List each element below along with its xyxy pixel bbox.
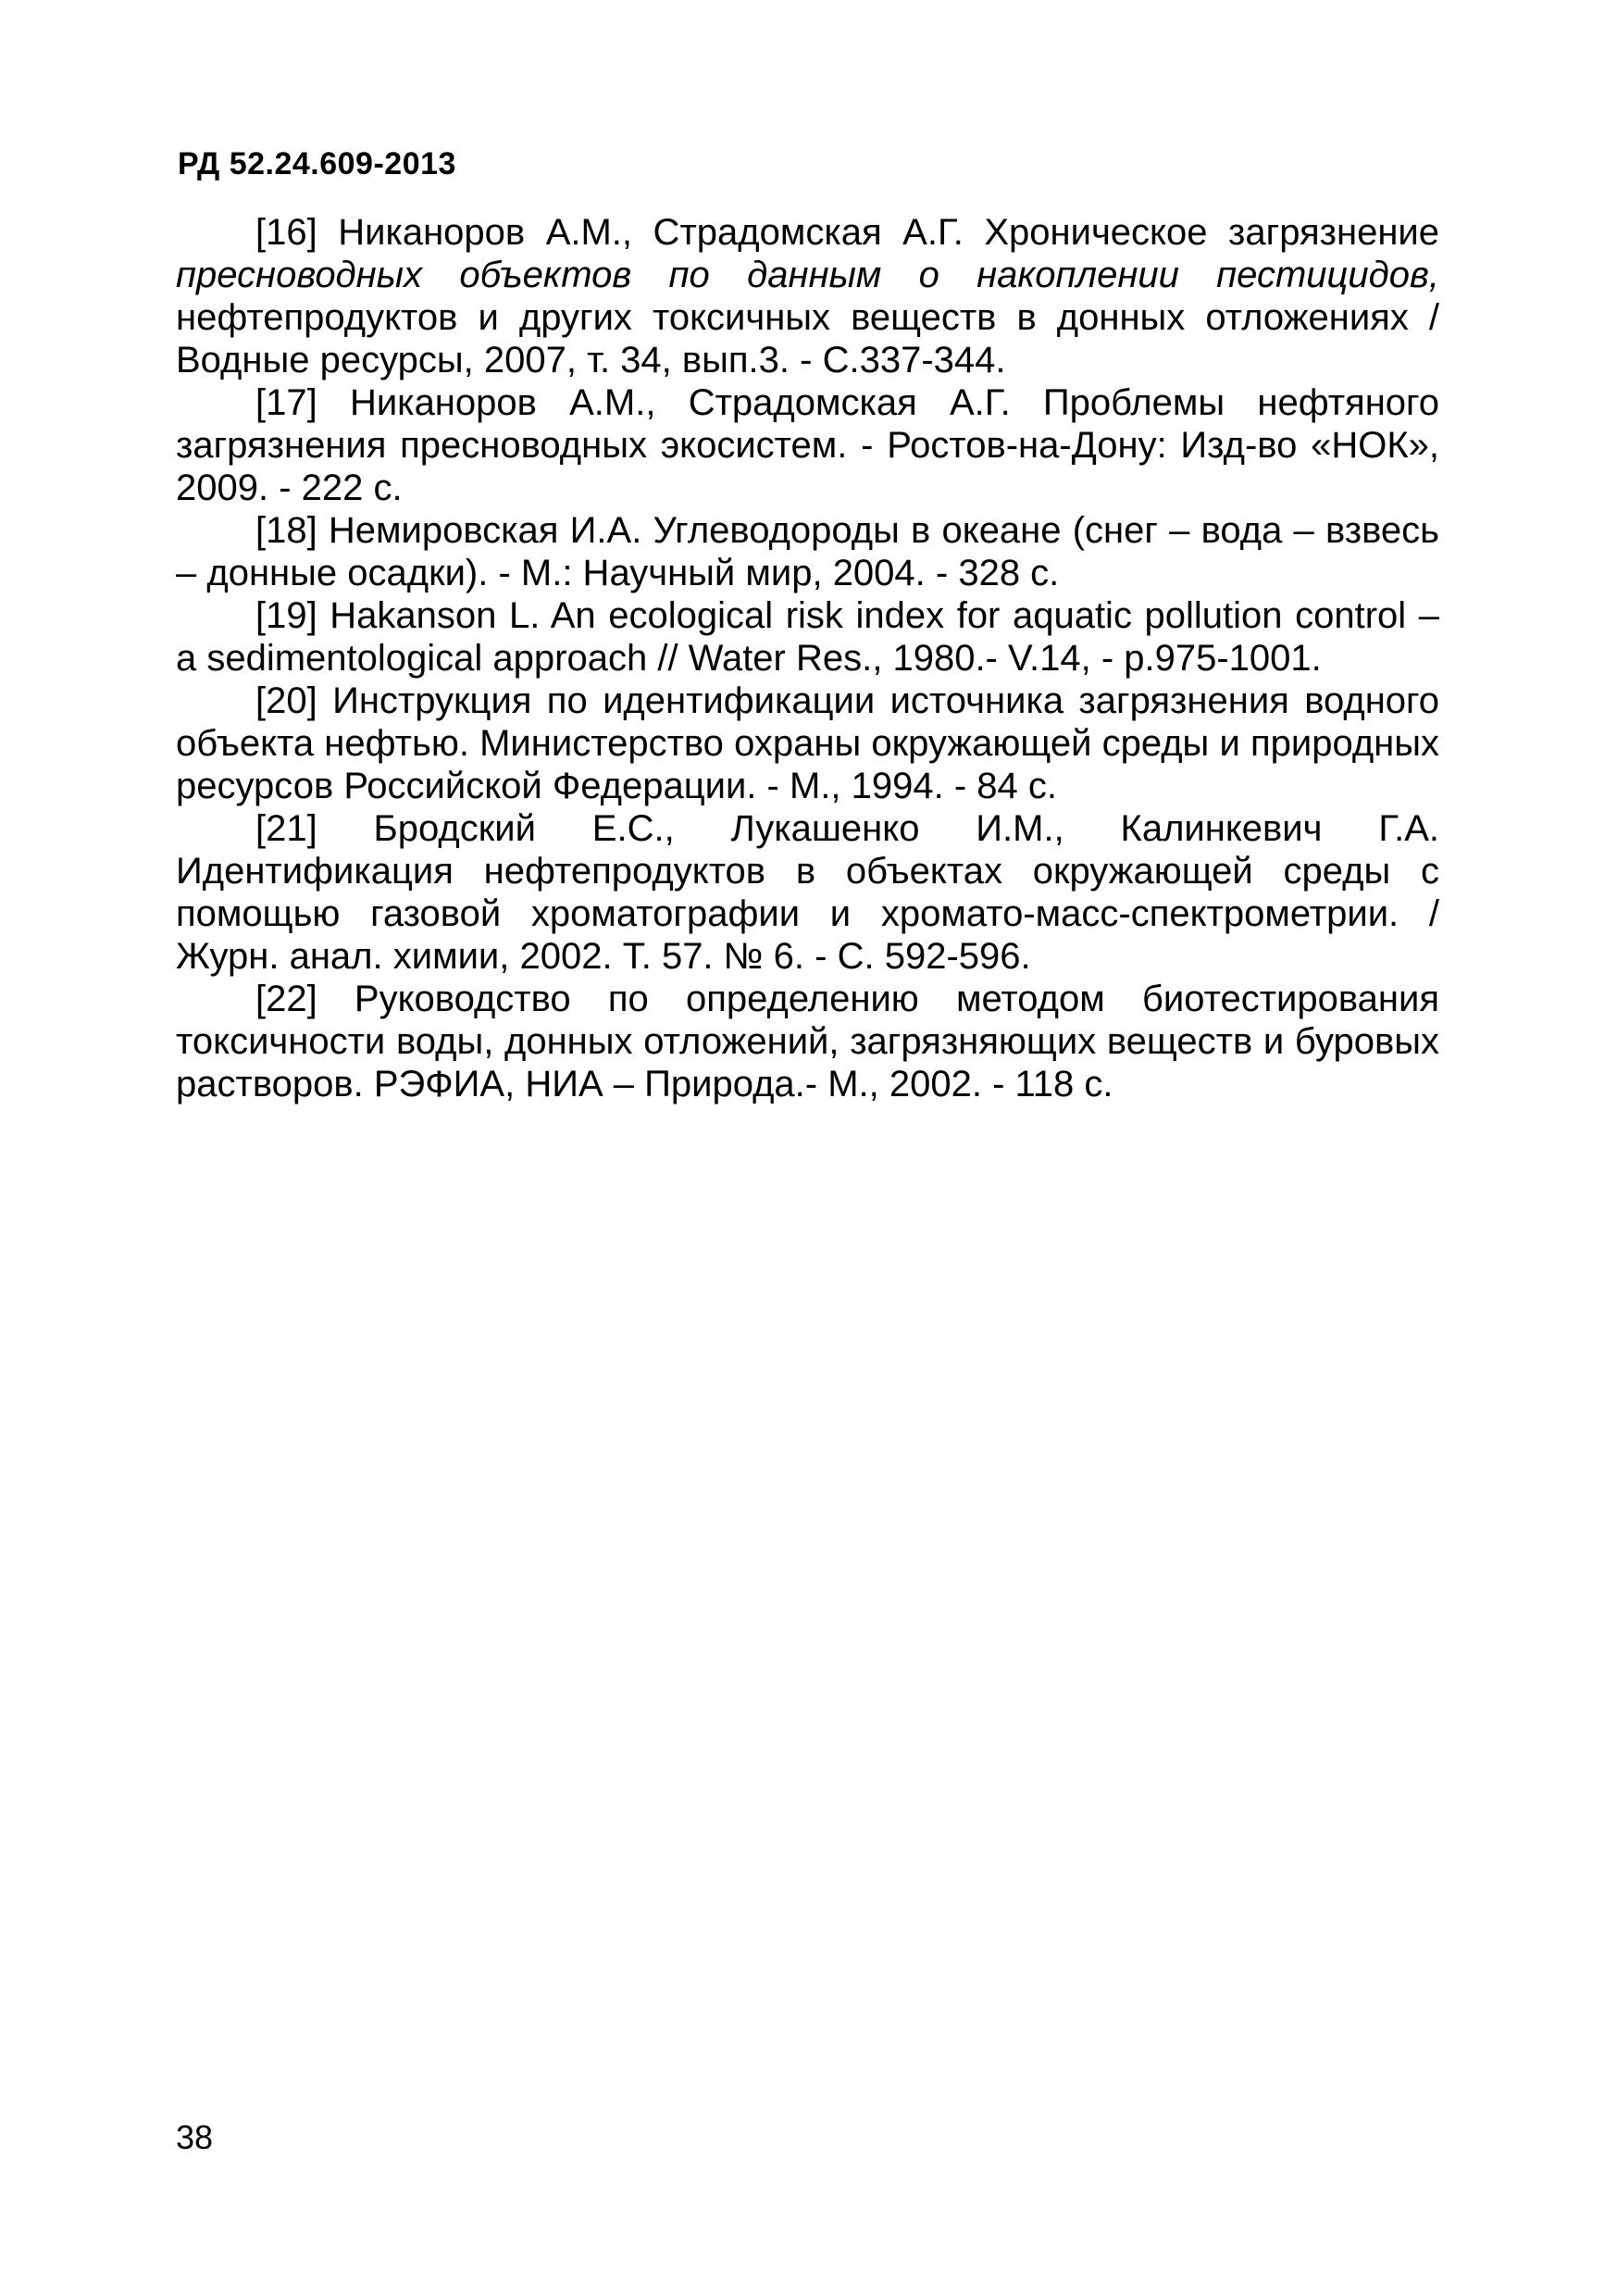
reference-text: Инструкция по идентификации источника загрязнения водного объекта нефтью. Министерство охраны окружающей среды и природных ресурсов Российской Федерации. - М., 1994. - 84 с.	[176, 680, 1439, 806]
reference-item-19	[176, 594, 1439, 680]
reference-item-18	[176, 509, 1439, 594]
reference-text: Руководство по определению методом биотестирования токсичности воды, донных отложений, загрязняющих веществ и буровых растворов. РЭФИА, НИА – Природа.- М., 2002. - 118 с.	[176, 979, 1439, 1104]
reference-number: [18]	[255, 510, 317, 551]
reference-item-16	[176, 211, 1439, 381]
reference-item-17	[176, 381, 1439, 509]
reference-number: [17]	[255, 382, 317, 423]
reference-item-21	[176, 807, 1439, 978]
reference-number: [16]	[255, 212, 317, 253]
reference-number: [19]	[255, 595, 317, 636]
reference-item-20	[176, 680, 1439, 807]
reference-item-22	[176, 978, 1439, 1105]
reference-text: Бродский Е.С., Лукашенко И.М., Калинкевич Г.А. Идентификация нефтепродуктов в объектах окружающей среды с помощью газовой хроматографии и хромато-масс-спектрометрии. / Журн. анал. химии, 2002. Т. 57. № 6. - С. 592-596.	[176, 808, 1439, 977]
reference-text: нефтепродуктов и других токсичных веществ в донных отложениях / Водные ресурсы, 2007, т. 34, вып.3. - С.337-344.	[176, 297, 1439, 381]
reference-text-italic: пресноводных объектов по данным о накоплении пестицидов,	[176, 255, 1439, 295]
reference-number: [20]	[255, 680, 317, 721]
reference-number: [22]	[255, 979, 317, 1019]
reference-text: Hakanson L. An ecological risk index for aquatic pollution control – a sedimentological approach // Water Res., 1980.- V.14, - p.975-1001.	[176, 595, 1439, 679]
document-code: РД 52.24.609-2013	[178, 146, 456, 181]
reference-text: Никаноров А.М., Страдомская А.Г. Хроническое загрязнение	[317, 212, 1439, 253]
reference-list	[176, 211, 1439, 1105]
reference-text: Никаноров А.М., Страдомская А.Г. Проблемы нефтяного загрязнения пресноводных экосистем. - Ростов-на-Дону: Изд-во «НОК», 2009. - 222 с.	[176, 382, 1439, 508]
reference-number: [21]	[255, 808, 317, 849]
page-number: 38	[176, 2118, 214, 2156]
reference-text: Немировская И.А. Углеводороды в океане (снег – вода – взвесь – донные осадки). - М.: Научный мир, 2004. - 328 с.	[176, 510, 1439, 593]
